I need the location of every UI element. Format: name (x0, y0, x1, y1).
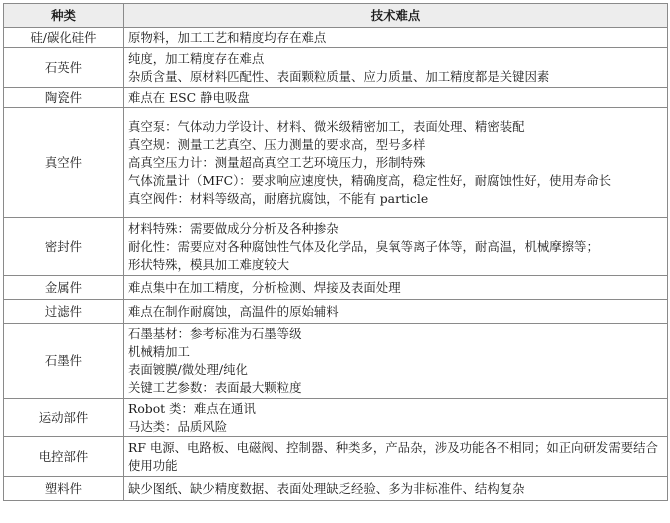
row-detail (124, 276, 668, 300)
detail-line: 气体流量计（MFC）：要求响应速度快，精确度高，稳定性好，耐腐蚀性好，使用寿命长 (128, 172, 612, 188)
row-category: 陶瓷件 (4, 88, 124, 108)
row-category: 硅/碳化硅件 (4, 28, 124, 48)
row-detail (124, 300, 668, 324)
row-detail (124, 108, 668, 218)
table-row (4, 437, 668, 477)
row-category: 金属件 (4, 276, 124, 300)
detail-line: 难点集中在加工精度，分析检测、焊接及表面处理 (128, 279, 401, 295)
table-row (4, 218, 668, 276)
detail-line: 关键工艺参数：表面最大颗粒度 (128, 380, 302, 395)
detail-line: 表面镀膜/微处理/纯化 (128, 362, 248, 377)
table-row (4, 324, 668, 399)
detail-line: 耐化性：需要应对各种腐蚀性气体及化学品，臭氧等离子体等，耐高温，机械摩擦等； (128, 238, 599, 254)
detail-line: 真空泵：气体动力学设计、材料、微米级精密加工，表面处理、精密装配 (128, 118, 525, 134)
row-category: 塑料件 (4, 477, 124, 501)
table-row (4, 88, 668, 108)
row-detail (124, 437, 668, 477)
table-row (4, 477, 668, 501)
table-row (4, 48, 668, 88)
detail-line: 形状特殊，模具加工难度较大 (128, 256, 290, 272)
row-category: 过滤件 (4, 300, 124, 324)
detail-line: 石墨基材：参考标准为石墨等级 (128, 326, 302, 341)
detail-line: 机械精加工 (128, 344, 190, 359)
row-detail (124, 399, 668, 437)
row-category: 电控部件 (4, 437, 124, 477)
header-category: 种类 (4, 4, 124, 28)
technical-difficulty-table (3, 3, 668, 501)
row-category: 石墨件 (4, 324, 124, 399)
row-category: 石英件 (4, 48, 124, 88)
row-detail (124, 218, 668, 276)
detail-line: 原物料，加工工艺和精度均存在难点 (128, 29, 327, 45)
row-detail (124, 477, 668, 501)
detail-line: 高真空压力计：测量超高真空工艺环境压力，形制特殊 (128, 154, 426, 170)
detail-line: Robot 类：难点在通讯 (128, 400, 256, 416)
detail-line: 材料特殊：需要做成分分析及各种掺杂 (128, 220, 339, 236)
row-detail (124, 88, 668, 108)
detail-line: 马达类：品质风险 (128, 418, 228, 434)
detail-line: 真空规：测量工艺真空、压力测量的要求高，型号多样 (128, 136, 426, 152)
header-difficulty: 技术难点 (124, 4, 668, 28)
row-category: 运动部件 (4, 399, 124, 437)
detail-line: RF 电源、电路板、电磁阀、控制器、种类多，产品杂，涉及功能各不相同；如正向研发需要结合使用功能 (128, 439, 658, 473)
row-detail (124, 324, 668, 399)
table-row (4, 108, 668, 218)
detail-line: 缺少图纸、缺少精度数据、表面处理缺乏经验、多为非标准件、结构复杂 (128, 480, 525, 496)
detail-line: 杂质含量、原材料匹配性、表面颗粒质量、应力质量、加工精度都是关键因素 (128, 68, 550, 84)
table-row (4, 300, 668, 324)
detail-line: 难点在 ESC 静电吸盘 (128, 89, 250, 105)
row-category: 真空件 (4, 108, 124, 218)
row-category: 密封件 (4, 218, 124, 276)
row-detail (124, 28, 668, 48)
detail-line: 真空阀件：材料等级高，耐磨抗腐蚀，不能有 particle (128, 190, 429, 206)
table-header-row (4, 4, 668, 28)
detail-line: 纯度，加工精度存在难点 (128, 50, 265, 66)
detail-line: 难点在制作耐腐蚀，高温件的原始辅料 (128, 303, 339, 319)
table-row (4, 28, 668, 48)
row-detail (124, 48, 668, 88)
table-row (4, 399, 668, 437)
table-row (4, 276, 668, 300)
